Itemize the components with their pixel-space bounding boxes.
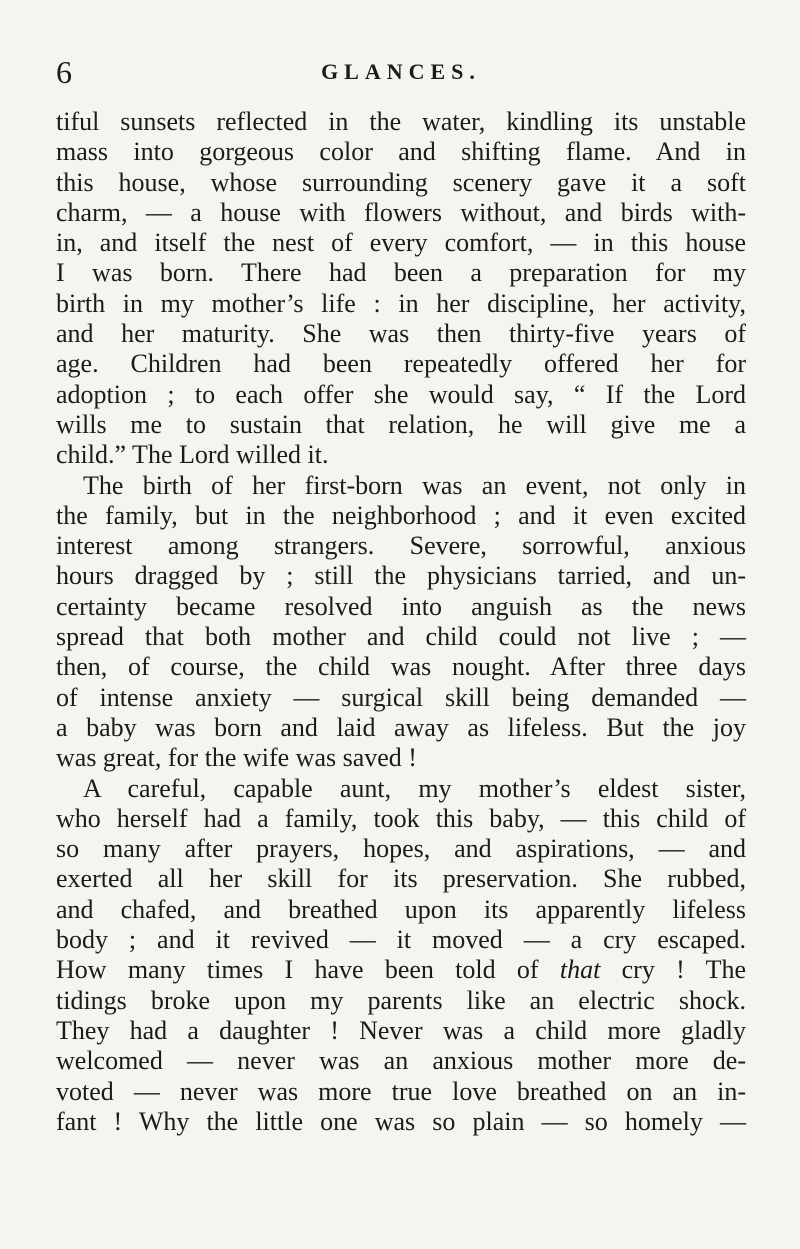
text-line: fant ! Why the little one was so plain — so homely — xyxy=(56,1106,746,1136)
text-segment: cry ! The xyxy=(600,955,746,985)
text-line: and chafed, and breathed upon its apparently lifeless xyxy=(56,894,746,924)
text-line: interest among strangers. Severe, sorrowful, anxious xyxy=(56,531,746,561)
text-line: wills me to sustain that relation, he will give me a xyxy=(56,409,746,439)
italic-emphasis: that xyxy=(559,955,601,985)
page-number: 6 xyxy=(56,54,72,90)
text-line: who herself had a family, took this baby, — this child of xyxy=(56,803,746,833)
text-line: hours dragged by ; still the physicians tarried, and un- xyxy=(56,561,746,591)
text-segment: How many times I have been told of xyxy=(56,955,560,985)
text-line: so many after prayers, hopes, and aspirations, — and xyxy=(56,834,746,864)
text-line: a baby was born and laid away as lifeless. But the joy xyxy=(56,712,746,742)
body-text xyxy=(56,107,746,1137)
text-line: mass into gorgeous color and shifting flame. And in xyxy=(56,137,746,167)
text-line: adoption ; to each offer she would say, “ If the Lord xyxy=(56,379,746,409)
text-line: A careful, capable aunt, my mother’s eldest sister, xyxy=(83,773,746,803)
text-line: tidings broke upon my parents like an electric shock. xyxy=(56,985,746,1015)
text-line: age. Children had been repeatedly offered her for xyxy=(56,349,746,379)
text-line: I was born. There had been a preparation for my xyxy=(56,258,746,288)
text-line: birth in my mother’s life : in her discipline, her activity, xyxy=(56,288,746,318)
text-line: was great, for the wife was saved ! xyxy=(56,743,417,773)
text-line xyxy=(56,955,746,985)
text-line: exerted all her skill for its preservation. She rubbed, xyxy=(56,864,746,894)
page-header xyxy=(56,52,746,92)
text-line: body ; and it revived — it moved — a cry escaped. xyxy=(56,925,746,955)
text-line: welcomed — never was an anxious mother more de- xyxy=(56,1046,746,1076)
text-line: of intense anxiety — surgical skill being demanded — xyxy=(56,682,746,712)
text-line: voted — never was more true love breathed on an in- xyxy=(56,1076,746,1106)
text-line: spread that both mother and child could not live ; — xyxy=(56,622,746,652)
text-line: then, of course, the child was nought. After three days xyxy=(56,652,746,682)
text-line: this house, whose surrounding scenery gave it a soft xyxy=(56,167,746,197)
text-line: tiful sunsets reflected in the water, kindling its unstable xyxy=(56,107,746,136)
text-line: They had a daughter ! Never was a child more gladly xyxy=(56,1015,746,1045)
text-line: in, and itself the nest of every comfort, — in this house xyxy=(56,228,746,258)
text-line: certainty became resolved into anguish as the news xyxy=(56,591,746,621)
text-line: child.” The Lord willed it. xyxy=(56,440,329,470)
running-head: GLANCES. xyxy=(321,59,481,84)
text-line: The birth of her first-born was an event, not only in xyxy=(83,470,746,500)
text-line: the family, but in the neighborhood ; and it even excited xyxy=(56,500,746,530)
text-line: charm, — a house with flowers without, and birds with- xyxy=(56,197,746,227)
text-line: and her maturity. She was then thirty-five years of xyxy=(56,319,746,349)
